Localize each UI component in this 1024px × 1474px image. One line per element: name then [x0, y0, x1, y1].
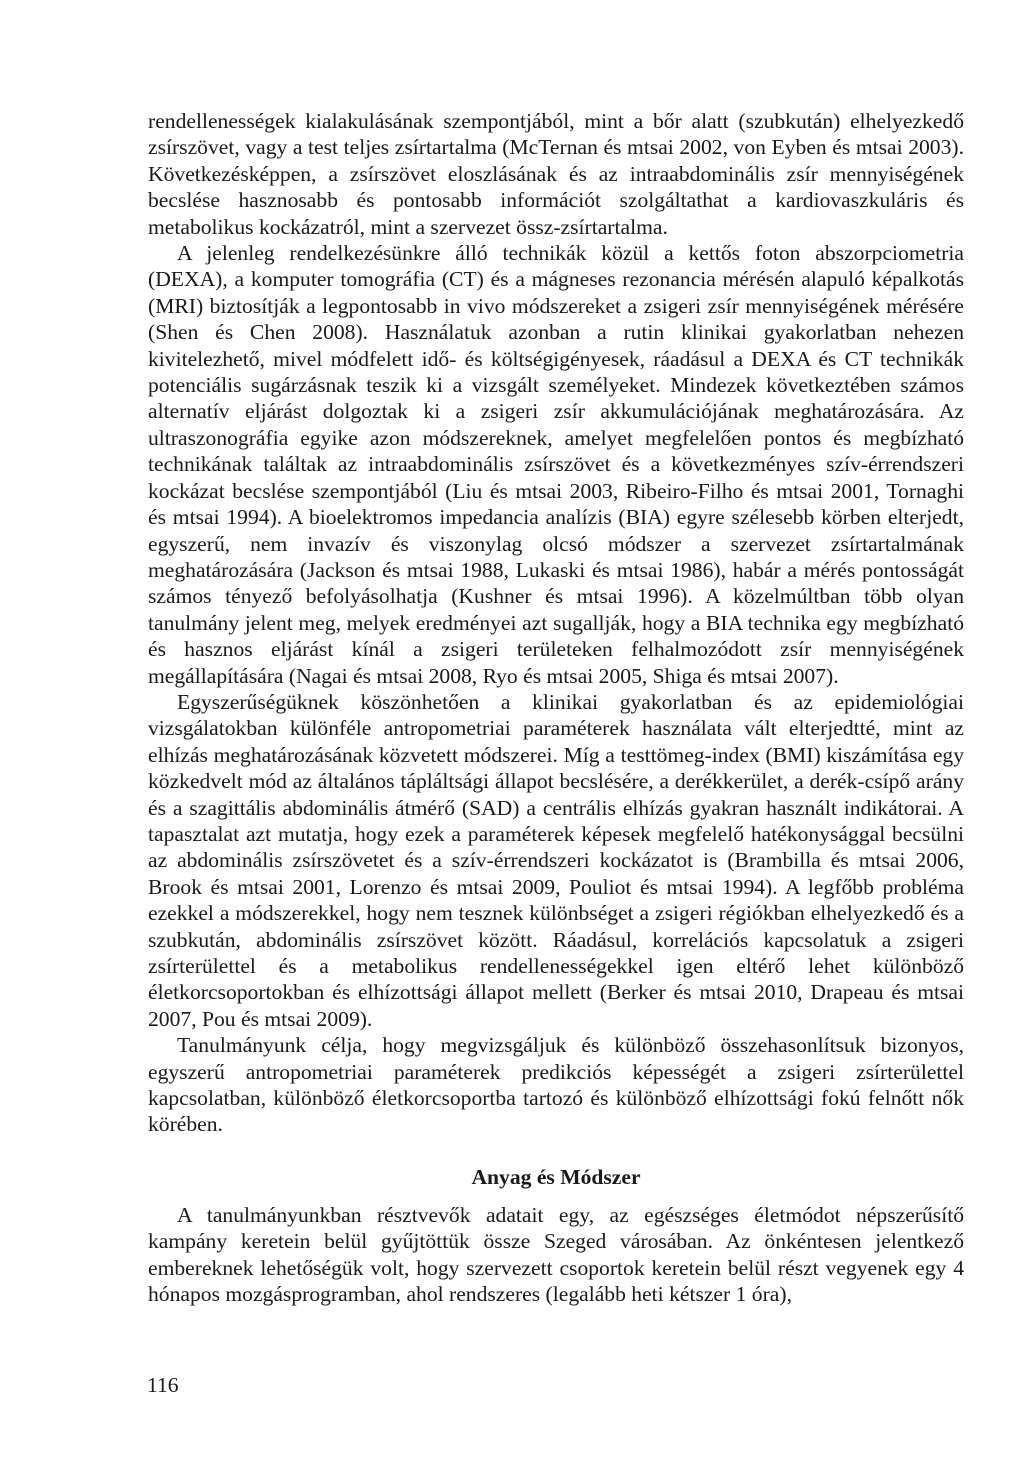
page-body — [148, 108, 964, 1307]
page-number: 116 — [147, 1373, 179, 1397]
section-heading: Anyag és Módszer — [471, 1164, 641, 1189]
paragraph-aim: Tanulmányunk célja, hogy megvizsgáljuk és különböző összehasonlítsuk bizonyos, egyszerű antropometriai paraméterek predikciós képességét a zsigeri zsírterülettel kapcsolatban, különböző életkorcsoportba tartozó és különböző elhízottsági fokú felnőtt nők körében. — [148, 1033, 964, 1137]
paragraph-intro-continued: rendellenességek kialakulásának szempontjából, mint a bőr alatt (szubkután) elhelyezkedő zsírszövet, vagy a test teljes zsírtartalma (McTernan és mtsai 2002, von Eyben és mtsai 2003). Következésképpen, a zsírszövet eloszlásának és az intraabdominális zsír mennyiségének becslése hasznosabb és pontosabb információt szolgáltathat a kardiovaszkuláris és metabolikus kockázatról, mint a szervezet össz-zsírtartalma. — [148, 109, 964, 239]
paragraph-methods: A tanulmányunkban résztvevők adatait egy, az egészséges életmódot népszerűsítő kampány keretein belül gyűjtöttük össze Szeged városában. Az önkéntesen jelentkező embereknek lehetőségük volt, hogy szervezett csoportok keretein belül részt vegyenek egy 4 hónapos mozgásprogramban, ahol rendszeres (legalább heti kétszer 1 óra), — [148, 1202, 964, 1307]
paragraph-anthropometric: Egyszerűségüknek köszönhetően a klinikai gyakorlatban és az epidemiológiai vizsgálatokban különféle antropometriai paraméterek használata vált elterjedtté, mint az elhízás meghatározásának közvetett módszerei. Míg a testtömeg-index (BMI) kiszámítása egy közkedvelt mód az általános tápláltsági állapot becslésére, a derékkerület, a derék-csípő arány és a szagittális abdominális átmérő (SAD) a centrális elhízás gyakran használt indikátorai. A tapasztalat azt mutatja, hogy ezek a paraméterek képesek megfelelő hatékonysággal becsülni az abdominális zsírszövetet és a szív-érrendszeri kockázatot is (Brambilla és mtsai 2006, Brook és mtsai 2001, Lorenzo és mtsai 2009, Pouliot és mtsai 1994). A legfőbb probléma ezekkel a módszerekkel, hogy nem tesznek különbséget a zsigeri régiókban elhelyezkedő és a szubkután, abdominális zsírszövet között. Ráadásul, korrelációs kapcsolatuk a zsigeri zsírterülettel és a metabolikus rendellenességekkel igen eltérő lehet különböző életkorcsoportokban és elhízottsági állapot mellett (Berker és mtsai 2010, Drapeau és mtsai 2007, Pou és mtsai 2009). — [148, 689, 964, 1031]
paragraph-techniques: A jelenleg rendelkezésünkre álló technikák közül a kettős foton abszorpciometria (DEXA), a komputer tomográfia (CT) és a mágneses rezonancia mérésén alapuló képalkotás (MRI) biztosítják a legpontosabb in vivo módszereket a zsigeri zsír mennyiségének mérésére (Shen és Chen 2008). Használatuk azonban a rutin klinikai gyakorlatban nehezen kivitelezhető, mivel módfelett idő- és költségigényesek, ráadásul a DEXA és CT technikák potenciális sugárzásnak teszik ki a vizsgált személyeket. Mindezek következtében számos alternatív eljárást dolgoztak ki a zsigeri zsír akkumulációjának meghatározására. Az ultraszonográfia egyike azon módszereknek, amelyet megfelelően pontos és megbízható technikának találtak az intraabdominális zsírszövet és a következményes szív-érrendszeri kockázat becslése szempontjából (Liu és mtsai 2003, Ribeiro-Filho és mtsai 2001, Tornaghi és mtsai 1994). A bioelektromos impedancia analízis (BIA) egyre szélesebb körben elterjedt, egyszerű, nem invazív és viszonylag olcsó módszer a szervezet zsírtartalmának meghatározására (Jackson és mtsai 1988, Lukaski és mtsai 1986), habár a mérés pontosságát számos tényező befolyásolhatja (Kushner és mtsai 1996). A közelmúltban több olyan tanulmány jelent meg, melyek eredményei azt sugallják, hogy a BIA technika egy megbízható és hasznos eljárást kínál a zsigeri területeken felhalmozódott zsír mennyiségének megállapítására (Nagai és mtsai 2008, Ryo és mtsai 2005, Shiga és mtsai 2007). — [148, 241, 964, 688]
